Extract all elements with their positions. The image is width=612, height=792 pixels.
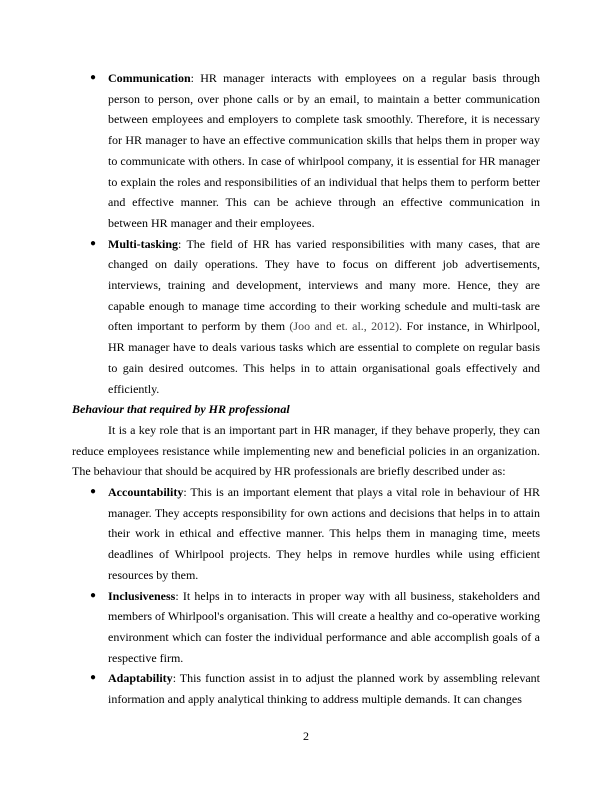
bullet-text: . For instance, in Whirlpool, HR manager have to deals various tasks which are essential to complete on regular basis to gain desired outcomes. This helps in to attain organisational goals effectively and efficiently. bbox=[108, 319, 540, 396]
citation: (Joo and et. al., 2012) bbox=[289, 319, 400, 334]
bullet-item-accountability bbox=[72, 482, 540, 586]
bullet-text: : HR manager interacts with employees on a regular basis through person to person, over phone calls or by an email, to maintain a better communication between employees and employers to complete task smoothly. Therefore, it is necessary for HR manager to have an effective communication skills that helps them in proper way to communicate with others. In case of whirlpool company, it is essential for HR manager to explain the roles and responsibilities of an individual that helps them to perform better and effective manner. This can be achieve through an effective communication in between HR manager and their employees. bbox=[108, 71, 540, 230]
bullet-item-inclusiveness bbox=[72, 586, 540, 669]
bullet-dot-icon: ● bbox=[90, 486, 97, 498]
bullet-item-adaptability bbox=[72, 668, 540, 709]
bullet-term: Inclusiveness bbox=[108, 588, 176, 603]
bullet-text: : The field of HR has varied responsibilities with many cases, that are changed on daily operations. They have to focus on different job advertisements, interviews, training and development, interviews and many more. Hence, they are capable enough to manage time according to their working schedule and multi-task are often important to perform by them bbox=[108, 236, 540, 334]
behaviour-bullet-list bbox=[72, 482, 540, 710]
bullet-dot-icon: ● bbox=[90, 589, 97, 601]
bullet-dot-icon: ● bbox=[90, 72, 97, 83]
bullet-term: Communication bbox=[108, 71, 191, 85]
intro-paragraph: It is a key role that is an important part in HR manager, if they behave properly, they can reduce employees resistance while implementing new and beneficial policies in an organization. The behaviour that should be acquired by HR professionals are briefly described under as: bbox=[72, 422, 540, 479]
skills-bullet-list bbox=[72, 68, 540, 399]
bullet-text: : This function assist in to adjust the planned work by assembling relevant information and apply analytical thinking to address multiple demands. It can changes bbox=[108, 671, 540, 707]
bullet-dot-icon: ● bbox=[90, 237, 97, 249]
bullet-item-communication bbox=[72, 68, 540, 234]
page-content bbox=[72, 68, 540, 710]
bullet-dot-icon: ● bbox=[90, 672, 97, 684]
bullet-text: : It helps in to interacts in proper way with all business, stakeholders and members of Whirlpool's organisation. This will create a healthy and co-operative working environment which can foster the individual performance and able accomplish goals of a respective firm. bbox=[108, 588, 540, 665]
bullet-text: : This is an important element that plays a vital role in behaviour of HR manager. They accepts responsibility for own actions and decisions that helps in to attain their work in ethical and effective manner. This helps them in managing time, meets deadlines of Whirlpool projects. They helps in remove hurdles while using efficient resources by them. bbox=[108, 485, 540, 582]
bullet-term: Accountability bbox=[108, 485, 184, 500]
section-heading: Behaviour that required by HR professional bbox=[72, 402, 290, 417]
bullet-item-multitasking bbox=[72, 234, 540, 400]
page-number: 2 bbox=[303, 729, 309, 743]
bullet-term: Multi-tasking bbox=[108, 236, 179, 251]
bullet-term: Adaptability bbox=[108, 671, 173, 686]
